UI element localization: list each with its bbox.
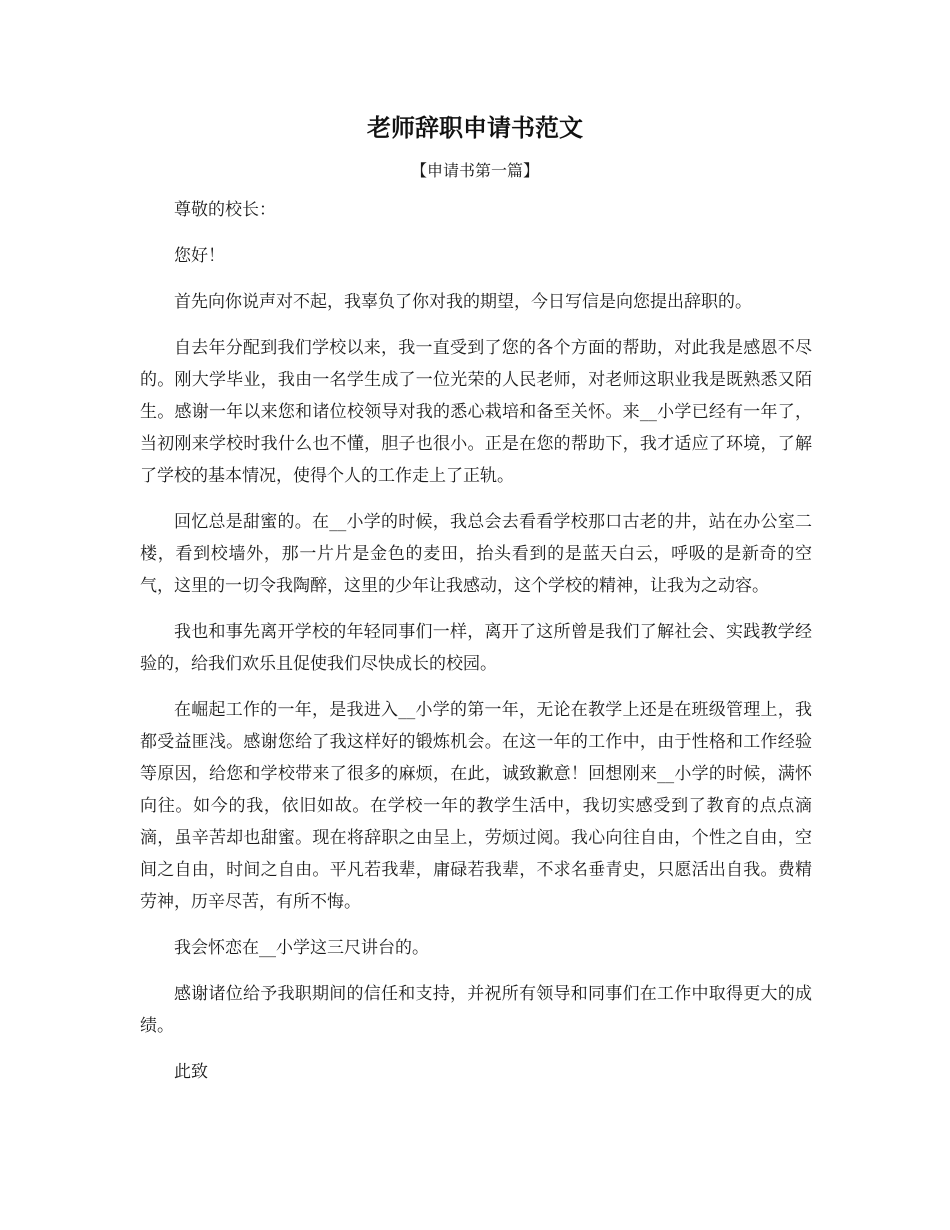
document-subtitle: 【申请书第一篇】: [410, 161, 539, 180]
greeting: 您好！: [174, 246, 225, 266]
body-paragraph: 首先向你说声对不起，我辜负了你对我的期望，今日写信是向您提出辞职的。: [174, 292, 752, 312]
body-paragraph: 我会怀恋在__小学这三尺讲台的。: [174, 938, 429, 958]
salutation: 尊敬的校长：: [174, 200, 276, 220]
body-paragraph: 我也和事先离开学校的年轻同事们一样，离开了这所曾是我们了解社会、实践教学经验的，给我们欢乐且促使我们尽快成长的校园。: [140, 622, 812, 674]
document-title: 老师辞职申请书范文: [367, 113, 583, 142]
closing: 此致: [174, 1062, 208, 1082]
body-paragraph: 回忆总是甜蜜的。在__小学的时候，我总会去看看学校那口古老的井，站在办公室二楼，看到校墙外，那一片片是金色的麦田，抬头看到的是蓝天白云，呼吸的是新奇的空气，这里的一切令我陶醉，这里的少年让我感动，这个学校的精神，让我为之动容。: [140, 512, 812, 596]
letter-body: [140, 194, 812, 1102]
body-paragraph: 自去年分配到我们学校以来，我一直受到了您的各个方面的帮助，对此我是感恩不尽的。刚大学毕业，我由一名学生成了一位光荣的人民老师，对老师这职业我是既熟悉又陌生。感谢一年以来您和诸位校领导对我的悉心栽培和备至关怀。来__小学已经有一年了，当初刚来学校时我什么也不懂，胆子也很小。正是在您的帮助下，我才适应了环境，了解了学校的基本情况，使得个人的工作走上了正轨。: [140, 338, 812, 486]
body-paragraph: 感谢诸位给予我职期间的信任和支持，并祝所有领导和同事们在工作中取得更大的成绩。: [140, 984, 812, 1036]
body-paragraph: 在崛起工作的一年，是我进入__小学的第一年，无论在教学上还是在班级管理上，我都受益匪浅。感谢您给了我这样好的锻炼机会。在这一年的工作中，由于性格和工作经验等原因，给您和学校带来了很多的麻烦，在此，诚致歉意！回想刚来__小学的时候，满怀向往。如今的我，依旧如故。在学校一年的教学生活中，我切实感受到了教育的点点滴滴，虽辛苦却也甜蜜。现在将辞职之由呈上，劳烦过阅。我心向往自由，个性之自由，空间之自由，时间之自由。平凡若我辈，庸碌若我辈，不求名垂青史，只愿活出自我。费精劳神，历辛尽苦，有所不悔。: [140, 700, 812, 912]
